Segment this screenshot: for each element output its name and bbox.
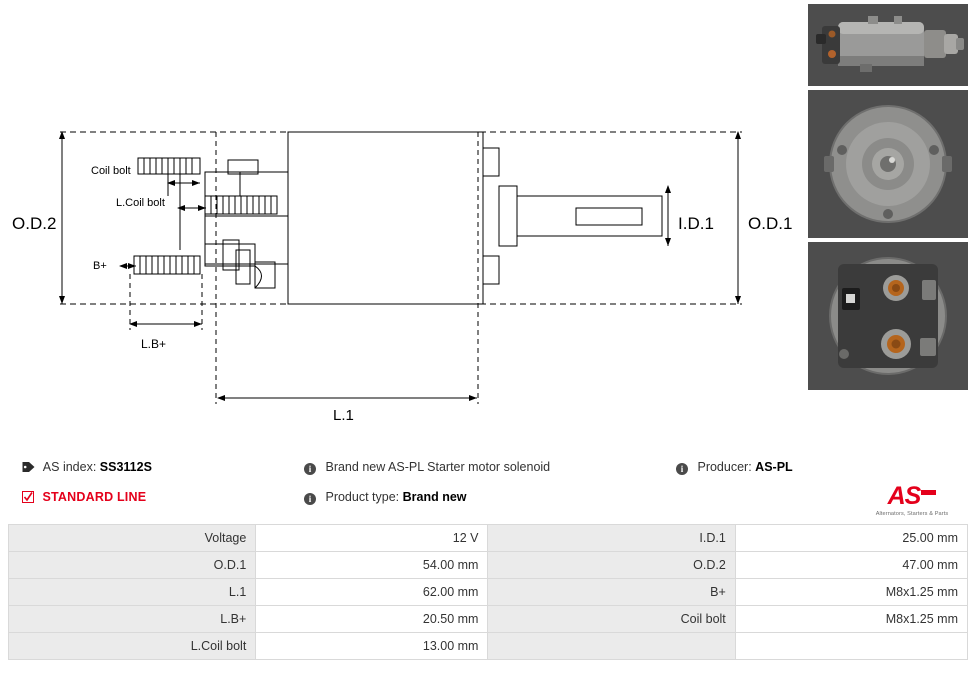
svg-text:O.D.2: O.D.2 — [12, 214, 57, 233]
checkbox-checked-icon — [22, 491, 34, 503]
spec-value: 47.00 mm — [735, 552, 967, 579]
table-row — [9, 525, 968, 552]
svg-text:L.B+: L.B+ — [141, 337, 167, 351]
product-type-label: Product type: — [325, 490, 400, 504]
svg-text:B+: B+ — [93, 260, 107, 272]
info-icon: i — [676, 463, 688, 475]
photo-solenoid-terminal-view — [808, 242, 968, 390]
svg-text:L.Coil bolt: L.Coil bolt — [116, 197, 165, 209]
product-photos — [800, 0, 976, 440]
specifications-table — [8, 524, 968, 660]
spec-value: 13.00 mm — [256, 633, 488, 660]
spec-key: L.1 — [9, 579, 256, 606]
spec-value: 25.00 mm — [735, 525, 967, 552]
photo-solenoid-side-view — [808, 4, 968, 86]
spec-value: 54.00 mm — [256, 552, 488, 579]
spec-key: L.Coil bolt — [9, 633, 256, 660]
spec-key: L.B+ — [9, 606, 256, 633]
spec-key: B+ — [488, 579, 735, 606]
spec-value: M8x1.25 mm — [735, 579, 967, 606]
svg-text:Coil bolt: Coil bolt — [91, 165, 131, 177]
product-type-row — [304, 490, 467, 505]
svg-text:O.D.1: O.D.1 — [748, 214, 793, 233]
logo-tagline: Alternators, Starters & Parts — [875, 511, 949, 517]
product-type-value: Brand new — [402, 490, 467, 504]
spec-value: 12 V — [256, 525, 488, 552]
spec-value: 62.00 mm — [256, 579, 488, 606]
info-icon: i — [304, 463, 316, 475]
spec-key-empty — [488, 633, 735, 660]
standard-line-label: STANDARD LINE — [42, 490, 147, 504]
producer-label: Producer: — [697, 460, 752, 474]
producer-value: AS-PL — [755, 460, 793, 474]
standard-line-row — [22, 490, 146, 504]
info-icon: i — [304, 493, 316, 505]
tag-icon — [22, 461, 35, 473]
logo-text: AS — [887, 482, 921, 510]
spec-key: O.D.1 — [9, 552, 256, 579]
producer-row — [676, 460, 793, 475]
table-row — [9, 579, 968, 606]
as-index-row — [22, 460, 152, 474]
photo-solenoid-front-view — [808, 90, 968, 238]
logo-bar-icon — [921, 490, 936, 495]
table-row — [9, 552, 968, 579]
description-text: Brand new AS-PL Starter motor solenoid — [325, 460, 551, 474]
table-row — [9, 606, 968, 633]
spec-key: O.D.2 — [488, 552, 735, 579]
description-row — [304, 460, 550, 475]
svg-text:I.D.1: I.D.1 — [678, 214, 714, 233]
spec-value: 20.50 mm — [256, 606, 488, 633]
as-index-label: AS index: — [42, 460, 97, 474]
product-info-strip — [0, 448, 976, 518]
spec-value-empty — [735, 633, 967, 660]
table-row — [9, 633, 968, 660]
spec-key: Voltage — [9, 525, 256, 552]
as-pl-logo — [856, 484, 968, 517]
as-index-value: SS3112S — [99, 460, 152, 474]
spec-key: I.D.1 — [488, 525, 735, 552]
svg-text:L.1: L.1 — [333, 407, 354, 424]
spec-value: M8x1.25 mm — [735, 606, 967, 633]
spec-key: Coil bolt — [488, 606, 735, 633]
